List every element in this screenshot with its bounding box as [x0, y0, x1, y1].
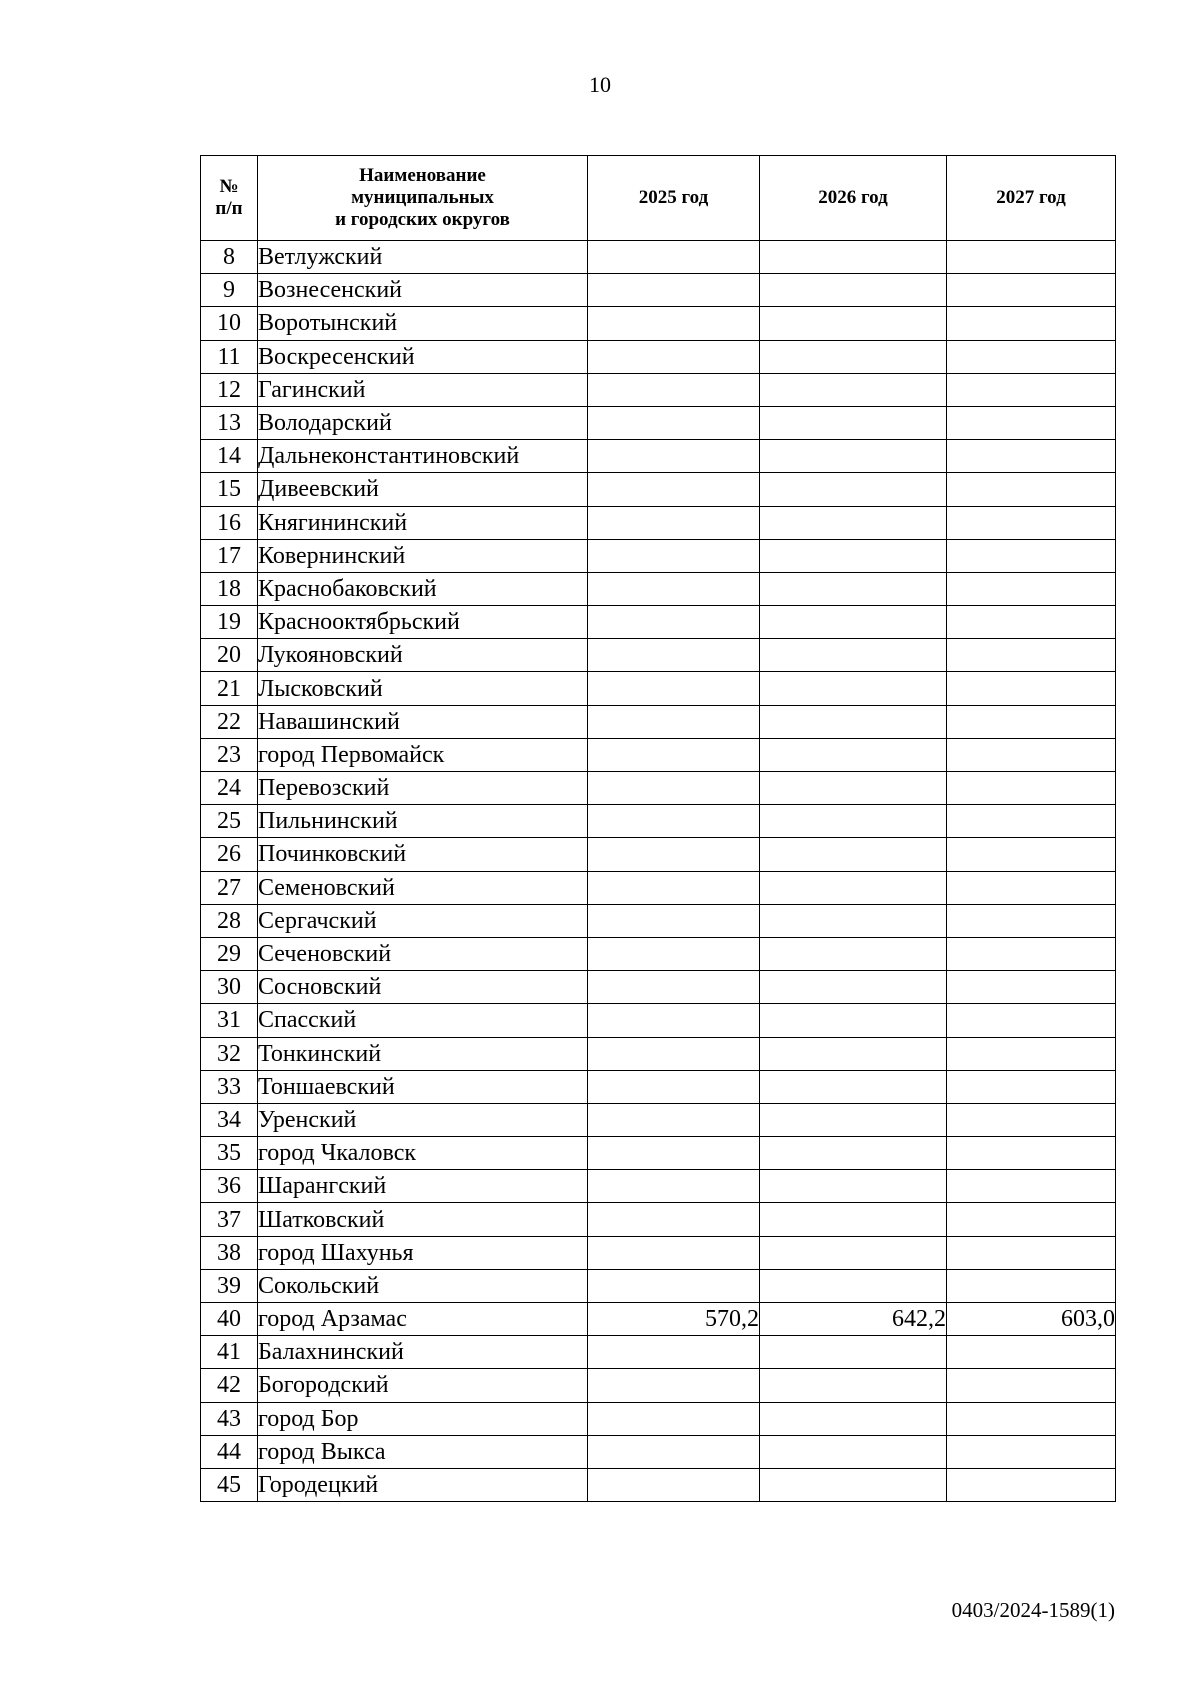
table-row — [201, 572, 1116, 605]
municipality-name: Шарангский — [258, 1170, 588, 1203]
row-number: 24 — [201, 772, 258, 805]
value-2026 — [760, 1004, 947, 1037]
row-number: 8 — [201, 241, 258, 274]
value-2026 — [760, 772, 947, 805]
value-2027 — [947, 772, 1116, 805]
municipality-name: Шатковский — [258, 1203, 588, 1236]
value-2027 — [947, 373, 1116, 406]
municipality-name: Дальнеконстантиновский — [258, 440, 588, 473]
value-2025 — [588, 1103, 760, 1136]
municipality-name: город Арзамас — [258, 1303, 588, 1336]
value-2027 — [947, 1269, 1116, 1302]
municipality-name: Починковский — [258, 838, 588, 871]
value-2026 — [760, 639, 947, 672]
value-2027 — [947, 937, 1116, 970]
value-2027 — [947, 406, 1116, 439]
value-2026 — [760, 1369, 947, 1402]
value-2025 — [588, 1269, 760, 1302]
value-2025 — [588, 340, 760, 373]
row-number: 39 — [201, 1269, 258, 1302]
table-row — [201, 738, 1116, 771]
municipality-name: Ковернинский — [258, 539, 588, 572]
value-2027 — [947, 539, 1116, 572]
header-name-line: и городских округов — [335, 209, 510, 230]
value-2025 — [588, 705, 760, 738]
table-row — [201, 838, 1116, 871]
municipality-name: Богородский — [258, 1369, 588, 1402]
row-number: 34 — [201, 1103, 258, 1136]
table-row — [201, 539, 1116, 572]
municipality-name: Вознесенский — [258, 274, 588, 307]
value-2025 — [588, 1236, 760, 1269]
value-2025 — [588, 1070, 760, 1103]
row-number: 43 — [201, 1402, 258, 1435]
value-2027 — [947, 705, 1116, 738]
value-2027 — [947, 274, 1116, 307]
value-2025 — [588, 805, 760, 838]
row-number: 15 — [201, 473, 258, 506]
table-body — [201, 241, 1116, 1502]
value-2027 — [947, 307, 1116, 340]
value-2027 — [947, 1203, 1116, 1236]
value-2027 — [947, 440, 1116, 473]
table-row — [201, 440, 1116, 473]
data-table — [200, 155, 1116, 1502]
municipality-name: город Чкаловск — [258, 1137, 588, 1170]
table-row — [201, 937, 1116, 970]
value-2025 — [588, 506, 760, 539]
municipality-name: город Первомайск — [258, 738, 588, 771]
row-number: 14 — [201, 440, 258, 473]
municipality-name: Дивеевский — [258, 473, 588, 506]
value-2027 — [947, 1103, 1116, 1136]
value-2026 — [760, 274, 947, 307]
value-2025 — [588, 539, 760, 572]
row-number: 20 — [201, 639, 258, 672]
row-number: 28 — [201, 904, 258, 937]
row-number: 22 — [201, 705, 258, 738]
row-number: 25 — [201, 805, 258, 838]
municipality-name: Лысковский — [258, 672, 588, 705]
value-2027 — [947, 1170, 1116, 1203]
header-year-2025: 2025 год — [588, 156, 760, 241]
table-row — [201, 871, 1116, 904]
municipality-name: Уренский — [258, 1103, 588, 1136]
value-2027 — [947, 1435, 1116, 1468]
row-number: 35 — [201, 1137, 258, 1170]
value-2027 — [947, 1402, 1116, 1435]
value-2025 — [588, 971, 760, 1004]
value-2026 — [760, 539, 947, 572]
value-2025 — [588, 871, 760, 904]
value-2025 — [588, 1435, 760, 1468]
municipality-name: Гагинский — [258, 373, 588, 406]
table-row — [201, 1236, 1116, 1269]
municipality-name: Тоншаевский — [258, 1070, 588, 1103]
value-2027 — [947, 904, 1116, 937]
municipality-name: Воротынский — [258, 307, 588, 340]
row-number: 41 — [201, 1336, 258, 1369]
municipality-name: Тонкинский — [258, 1037, 588, 1070]
value-2027 — [947, 672, 1116, 705]
page-number: 10 — [589, 72, 611, 97]
row-number: 18 — [201, 572, 258, 605]
value-2026 — [760, 307, 947, 340]
municipality-name: Пильнинский — [258, 805, 588, 838]
table-row — [201, 340, 1116, 373]
municipality-name: Ветлужский — [258, 241, 588, 274]
value-2026 — [760, 1203, 947, 1236]
table-row — [201, 1303, 1116, 1336]
value-2025 — [588, 937, 760, 970]
value-2025 — [588, 904, 760, 937]
value-2025 — [588, 572, 760, 605]
municipality-name: Спасский — [258, 1004, 588, 1037]
row-number: 31 — [201, 1004, 258, 1037]
row-number: 26 — [201, 838, 258, 871]
table-row — [201, 639, 1116, 672]
value-2025 — [588, 1402, 760, 1435]
value-2027 — [947, 971, 1116, 1004]
value-2026 — [760, 1037, 947, 1070]
value-2027 — [947, 1468, 1116, 1501]
value-2027 — [947, 473, 1116, 506]
value-2026 — [760, 1402, 947, 1435]
row-number: 45 — [201, 1468, 258, 1501]
row-number: 33 — [201, 1070, 258, 1103]
value-2027 — [947, 871, 1116, 904]
municipality-name: Володарский — [258, 406, 588, 439]
value-2027 — [947, 606, 1116, 639]
municipality-name: Сокольский — [258, 1269, 588, 1302]
municipality-name: город Бор — [258, 1402, 588, 1435]
header-year-2027: 2027 год — [947, 156, 1116, 241]
value-2025 — [588, 1037, 760, 1070]
row-number: 30 — [201, 971, 258, 1004]
value-2026 — [760, 871, 947, 904]
value-2026 — [760, 1103, 947, 1136]
value-2026 — [760, 937, 947, 970]
municipality-name: Сергачский — [258, 904, 588, 937]
table-row — [201, 506, 1116, 539]
value-2027 — [947, 1236, 1116, 1269]
value-2026 — [760, 672, 947, 705]
value-2027: 603,0 — [947, 1303, 1116, 1336]
value-2026 — [760, 1435, 947, 1468]
value-2026 — [760, 705, 947, 738]
table-row — [201, 1435, 1116, 1468]
municipality-name: Семеновский — [258, 871, 588, 904]
value-2027 — [947, 838, 1116, 871]
value-2026 — [760, 1137, 947, 1170]
table-row — [201, 1004, 1116, 1037]
value-2027 — [947, 738, 1116, 771]
row-number: 44 — [201, 1435, 258, 1468]
value-2025 — [588, 440, 760, 473]
table-row — [201, 805, 1116, 838]
value-2026 — [760, 1269, 947, 1302]
row-number: 11 — [201, 340, 258, 373]
value-2027 — [947, 639, 1116, 672]
value-2025 — [588, 1203, 760, 1236]
value-2026 — [760, 440, 947, 473]
table-row — [201, 1037, 1116, 1070]
municipality-name: Перевозский — [258, 772, 588, 805]
row-number: 13 — [201, 406, 258, 439]
row-number: 29 — [201, 937, 258, 970]
value-2025 — [588, 473, 760, 506]
value-2025 — [588, 606, 760, 639]
value-2027 — [947, 1070, 1116, 1103]
value-2027 — [947, 572, 1116, 605]
value-2025 — [588, 1170, 760, 1203]
value-2026 — [760, 1336, 947, 1369]
value-2026 — [760, 838, 947, 871]
row-number: 17 — [201, 539, 258, 572]
table-row — [201, 1137, 1116, 1170]
value-2026 — [760, 738, 947, 771]
row-number: 36 — [201, 1170, 258, 1203]
municipality-name: Лукояновский — [258, 639, 588, 672]
value-2025 — [588, 307, 760, 340]
value-2027 — [947, 1369, 1116, 1402]
value-2026: 642,2 — [760, 1303, 947, 1336]
table-row — [201, 1402, 1116, 1435]
value-2027 — [947, 1037, 1116, 1070]
value-2026 — [760, 1468, 947, 1501]
table-row — [201, 672, 1116, 705]
row-number: 12 — [201, 373, 258, 406]
row-number: 16 — [201, 506, 258, 539]
value-2026 — [760, 805, 947, 838]
table-row — [201, 705, 1116, 738]
value-2025 — [588, 772, 760, 805]
value-2025 — [588, 274, 760, 307]
table-row — [201, 473, 1116, 506]
value-2027 — [947, 241, 1116, 274]
value-2026 — [760, 971, 947, 1004]
value-2025 — [588, 1336, 760, 1369]
value-2027 — [947, 506, 1116, 539]
header-name-line: Наименование — [359, 165, 486, 186]
value-2026 — [760, 506, 947, 539]
row-number: 42 — [201, 1369, 258, 1402]
value-2025 — [588, 1137, 760, 1170]
value-2027 — [947, 1137, 1116, 1170]
table-row — [201, 1170, 1116, 1203]
table-row — [201, 1103, 1116, 1136]
value-2025 — [588, 639, 760, 672]
value-2025: 570,2 — [588, 1303, 760, 1336]
row-number: 23 — [201, 738, 258, 771]
table-row — [201, 1203, 1116, 1236]
value-2026 — [760, 373, 947, 406]
row-number: 38 — [201, 1236, 258, 1269]
table-header-row — [201, 156, 1116, 241]
table-row — [201, 1269, 1116, 1302]
value-2026 — [760, 1070, 947, 1103]
value-2027 — [947, 340, 1116, 373]
row-number: 32 — [201, 1037, 258, 1070]
value-2026 — [760, 904, 947, 937]
table-row — [201, 772, 1116, 805]
value-2026 — [760, 473, 947, 506]
municipality-name: город Шахунья — [258, 1236, 588, 1269]
municipality-name: Сосновский — [258, 971, 588, 1004]
row-number: 21 — [201, 672, 258, 705]
municipality-name: Краснооктябрьский — [258, 606, 588, 639]
row-number: 9 — [201, 274, 258, 307]
municipality-name: Воскресенский — [258, 340, 588, 373]
table-row — [201, 606, 1116, 639]
row-number: 27 — [201, 871, 258, 904]
municipality-name: Балахнинский — [258, 1336, 588, 1369]
table-row — [201, 1468, 1116, 1501]
header-num — [201, 156, 258, 241]
row-number: 37 — [201, 1203, 258, 1236]
municipality-name: Навашинский — [258, 705, 588, 738]
value-2027 — [947, 1004, 1116, 1037]
value-2026 — [760, 1236, 947, 1269]
value-2025 — [588, 1369, 760, 1402]
row-number: 10 — [201, 307, 258, 340]
value-2026 — [760, 572, 947, 605]
municipality-name: Сеченовский — [258, 937, 588, 970]
table-row — [201, 904, 1116, 937]
value-2025 — [588, 1468, 760, 1501]
value-2025 — [588, 406, 760, 439]
table-row — [201, 274, 1116, 307]
value-2025 — [588, 738, 760, 771]
header-num-line: № — [219, 176, 239, 197]
value-2026 — [760, 340, 947, 373]
municipality-name: город Выкса — [258, 1435, 588, 1468]
table-row — [201, 1336, 1116, 1369]
value-2026 — [760, 606, 947, 639]
value-2025 — [588, 672, 760, 705]
table-row — [201, 307, 1116, 340]
municipality-name: Княгининский — [258, 506, 588, 539]
table-row — [201, 406, 1116, 439]
value-2026 — [760, 241, 947, 274]
value-2027 — [947, 1336, 1116, 1369]
value-2027 — [947, 805, 1116, 838]
table-row — [201, 971, 1116, 1004]
value-2025 — [588, 241, 760, 274]
table-row — [201, 241, 1116, 274]
table-row — [201, 1369, 1116, 1402]
value-2026 — [760, 1170, 947, 1203]
value-2025 — [588, 838, 760, 871]
value-2026 — [760, 406, 947, 439]
table-row — [201, 373, 1116, 406]
row-number: 19 — [201, 606, 258, 639]
municipality-name: Краснобаковский — [258, 572, 588, 605]
document-code: 0403/2024-1589(1) — [951, 1598, 1115, 1622]
header-name-line: муниципальных — [351, 187, 494, 208]
header-year-2026: 2026 год — [760, 156, 947, 241]
table-row — [201, 1070, 1116, 1103]
municipality-name: Городецкий — [258, 1468, 588, 1501]
value-2025 — [588, 373, 760, 406]
value-2025 — [588, 1004, 760, 1037]
header-num-line: п/п — [215, 198, 243, 219]
row-number: 40 — [201, 1303, 258, 1336]
header-name — [258, 156, 588, 241]
